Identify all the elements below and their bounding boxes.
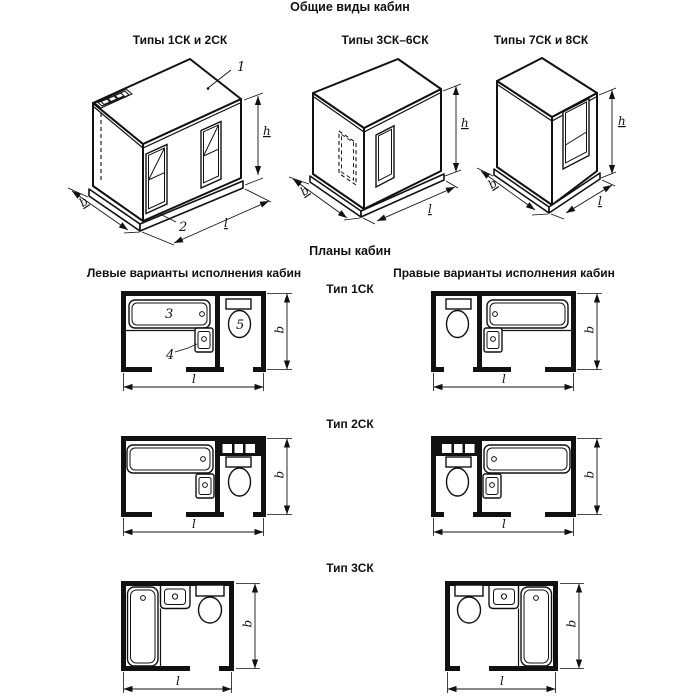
plan-3sk-right [424,570,624,700]
right-variants-heading: Правые варианты исполнения кабин [393,266,615,280]
plans-section-title: Планы кабин [309,244,391,258]
dim-b-label: b [272,325,287,334]
iso-view-3-drawing [470,55,650,220]
plan-3sk-left [100,570,300,700]
iso-view-1-drawing [60,55,280,245]
callout-5-text: 5 [236,318,245,333]
plan-2sk-left [100,425,300,540]
plan-1sk-right [410,280,610,395]
type-1sk-label: Тип 1СК [326,282,374,296]
dim-l-label: l [192,372,196,386]
bathtub-icon [127,445,213,473]
callout-2-text: 2 [179,220,188,235]
door-front-icon [376,126,394,187]
sink-icon [161,586,191,609]
plan-1sk-left [100,280,300,395]
callout-1-text: 1 [237,60,246,75]
dim-h-label: h [461,116,469,130]
dim-b-label: b [76,194,91,210]
toilet-icon [226,457,251,496]
dim-b-label: b [240,619,255,628]
left-variants-heading: Левые варианты исполнения кабин [86,266,302,280]
callout-4-text: 4 [166,348,175,363]
callout-3-text: 3 [165,307,174,322]
iso-view-2-drawing [280,55,470,230]
dim-h-label: h [618,114,626,128]
sheet-title: Общие виды кабин [290,0,410,14]
sink-icon [196,474,214,498]
door-1-icon [146,145,167,214]
dim-l-label: l [176,674,180,688]
dim-b-label: b [297,183,312,199]
dim-l-label: l [224,216,228,230]
plan-2sk-geometry [121,436,266,517]
height-dimension [443,84,469,176]
iso-view-3-label: Типы 7СК и 8СК [493,33,589,47]
door-2-icon [201,122,221,189]
dim-l-label: l [428,202,432,216]
iso-view-1-label: Типы 1СК и 2СК [132,33,228,47]
bathtub-icon [128,587,161,666]
vent-duct-block [215,436,266,456]
plan-2sk-right [410,425,610,540]
iso-view-2-label: Типы 3СК–6СК [341,33,429,47]
height-dimension [599,88,626,178]
dim-l-label: l [598,194,602,208]
toilet-icon [196,585,224,623]
type-3sk-label: Тип 3СК [326,561,374,575]
dim-b-label: b [485,176,500,192]
dim-h-label: h [263,124,271,138]
height-dimension [244,93,271,185]
plan-3sk-geometry [121,581,234,671]
type-2sk-label: Тип 2СК [326,417,374,431]
sink-icon [195,328,213,352]
